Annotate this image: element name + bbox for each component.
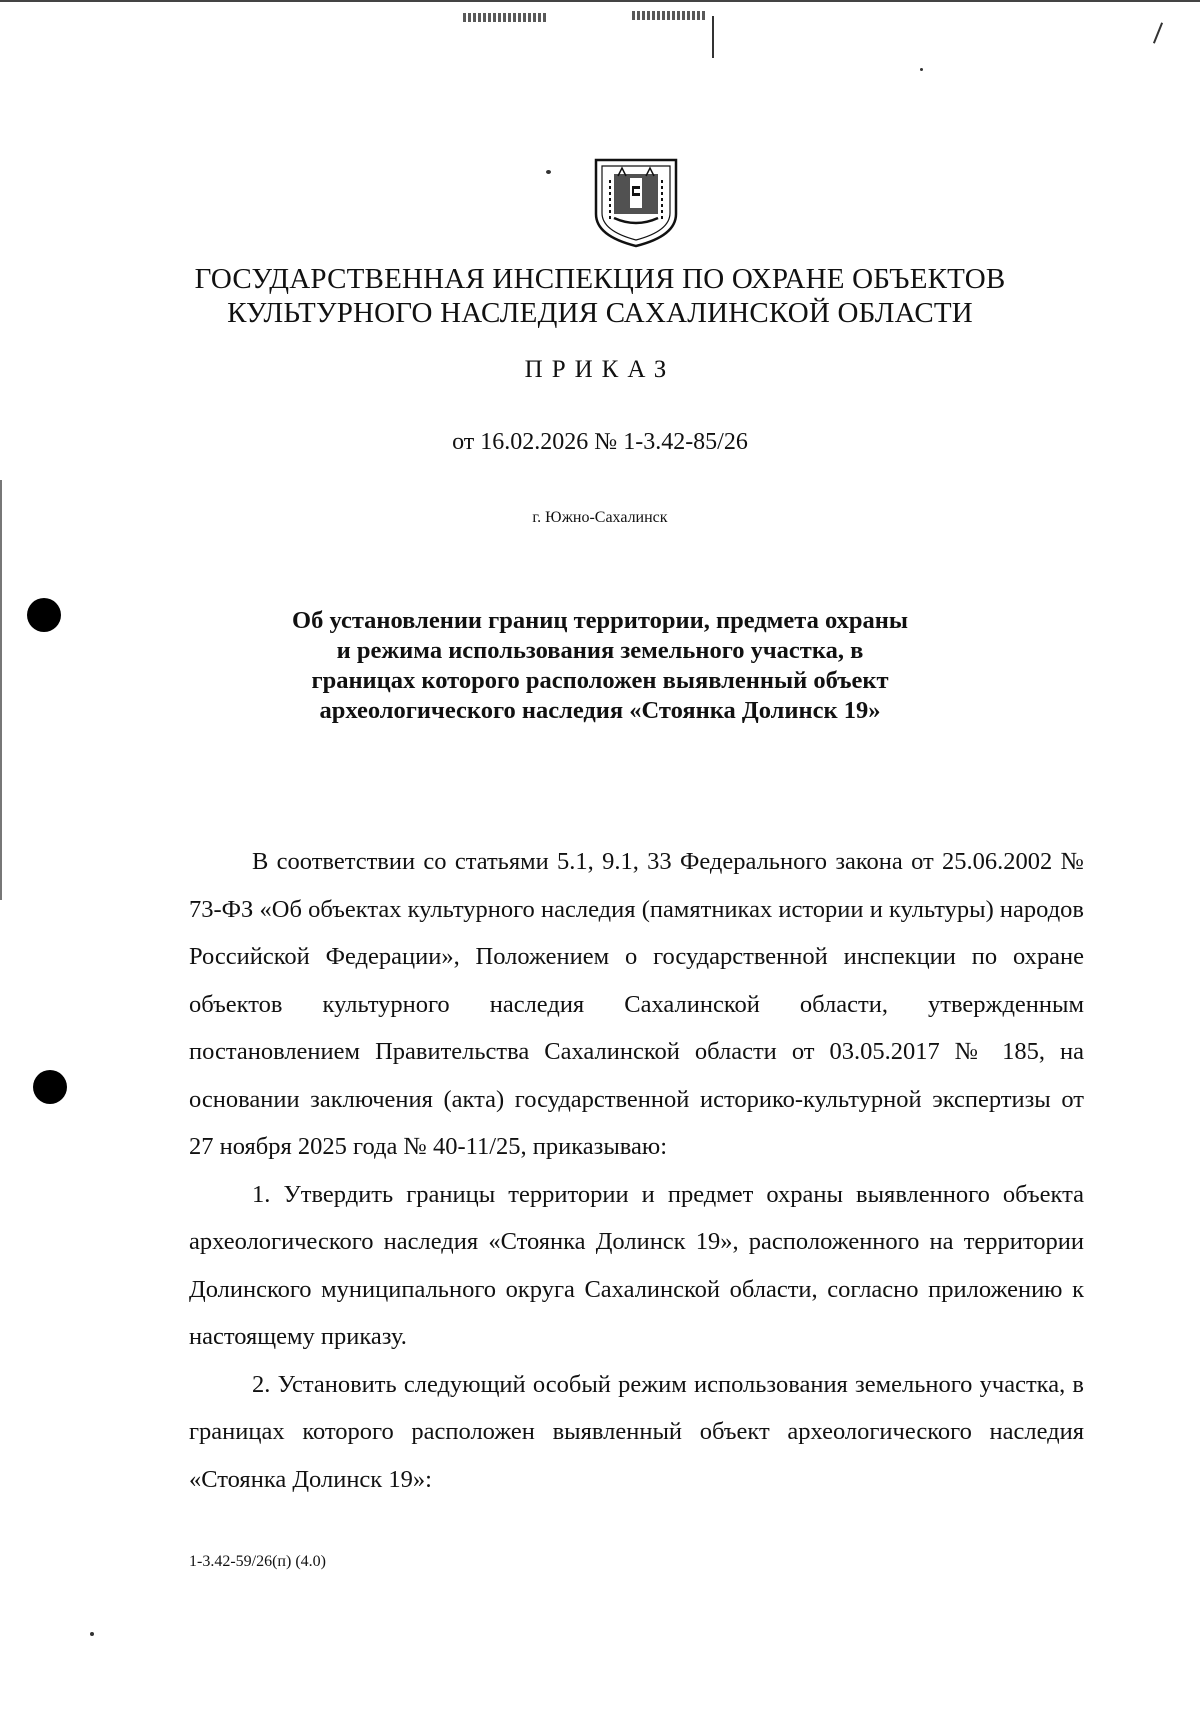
scan-noise (712, 16, 714, 58)
punch-hole (27, 598, 61, 632)
document-city: г. Южно-Сахалинск (532, 509, 668, 526)
scan-edge-line (0, 0, 1200, 2)
order-item-1: 1. Утвердить границы территории и предмет охраны выявленного объекта археологического наследия «Стоянка Долинск 19», расположенного на территории Долинского муниципального округа Сахалинской области, согласно приложению к настоящему приказу. (189, 1180, 1084, 1350)
order-item-2: 2. Установить следующий особый режим использования земельного участка, в границах которого расположен выявленный объект археологического наследия «Стоянка Долинск 19»: (189, 1370, 1084, 1493)
punch-hole (33, 1070, 67, 1104)
scan-speck (920, 68, 923, 71)
scan-edge-line (0, 480, 2, 900)
scan-noise (632, 11, 707, 20)
scan-speck (90, 1632, 94, 1636)
organization-title (100, 262, 1100, 330)
footer-doc-code: 1-3.42-59/26(п) (4.0) (189, 1553, 326, 1570)
subject-line: и режима использования земельного участка, в (336, 637, 864, 664)
scan-speck (546, 170, 551, 174)
subject-line: Об установлении границ территории, предмета охраны (292, 607, 908, 634)
scan-noise (463, 13, 548, 22)
subject-line: археологического наследия «Стоянка Долинск 19» (319, 697, 881, 724)
organization-title-line: ГОСУДАРСТВЕННАЯ ИНСПЕКЦИЯ ПО ОХРАНЕ ОБЪЕКТОВ (194, 263, 1006, 295)
document-subject (200, 606, 1000, 726)
preamble-paragraph: В соответствии со статьями 5.1, 9.1, 33 Федерального закона от 25.06.2002 № 73-ФЗ «Об объектах культурного наследия (памятниках истории и культуры) народов Российской Федерации», Положением о государственной инспекции по охране объектов культурного наследия Сахалинской области, утвержденным постановлением Правительства Сахалинской области от 03.05.2017 № 185, на основании заключения (акта) государственной историко-культурной экспертизы от 27 ноября 2025 года № 40-11/25, приказываю: (189, 848, 1084, 1160)
document-kind: ПРИКАЗ (524, 356, 676, 383)
coat-of-arms-icon (592, 156, 680, 248)
scan-noise (1153, 22, 1163, 43)
document-date-number: от 16.02.2026 № 1-3.42-85/26 (452, 429, 748, 455)
subject-line: границах которого расположен выявленный объект (311, 667, 889, 694)
document-body (189, 838, 1084, 1503)
organization-title-line: КУЛЬТУРНОГО НАСЛЕДИЯ САХАЛИНСКОЙ ОБЛАСТИ (227, 297, 973, 329)
